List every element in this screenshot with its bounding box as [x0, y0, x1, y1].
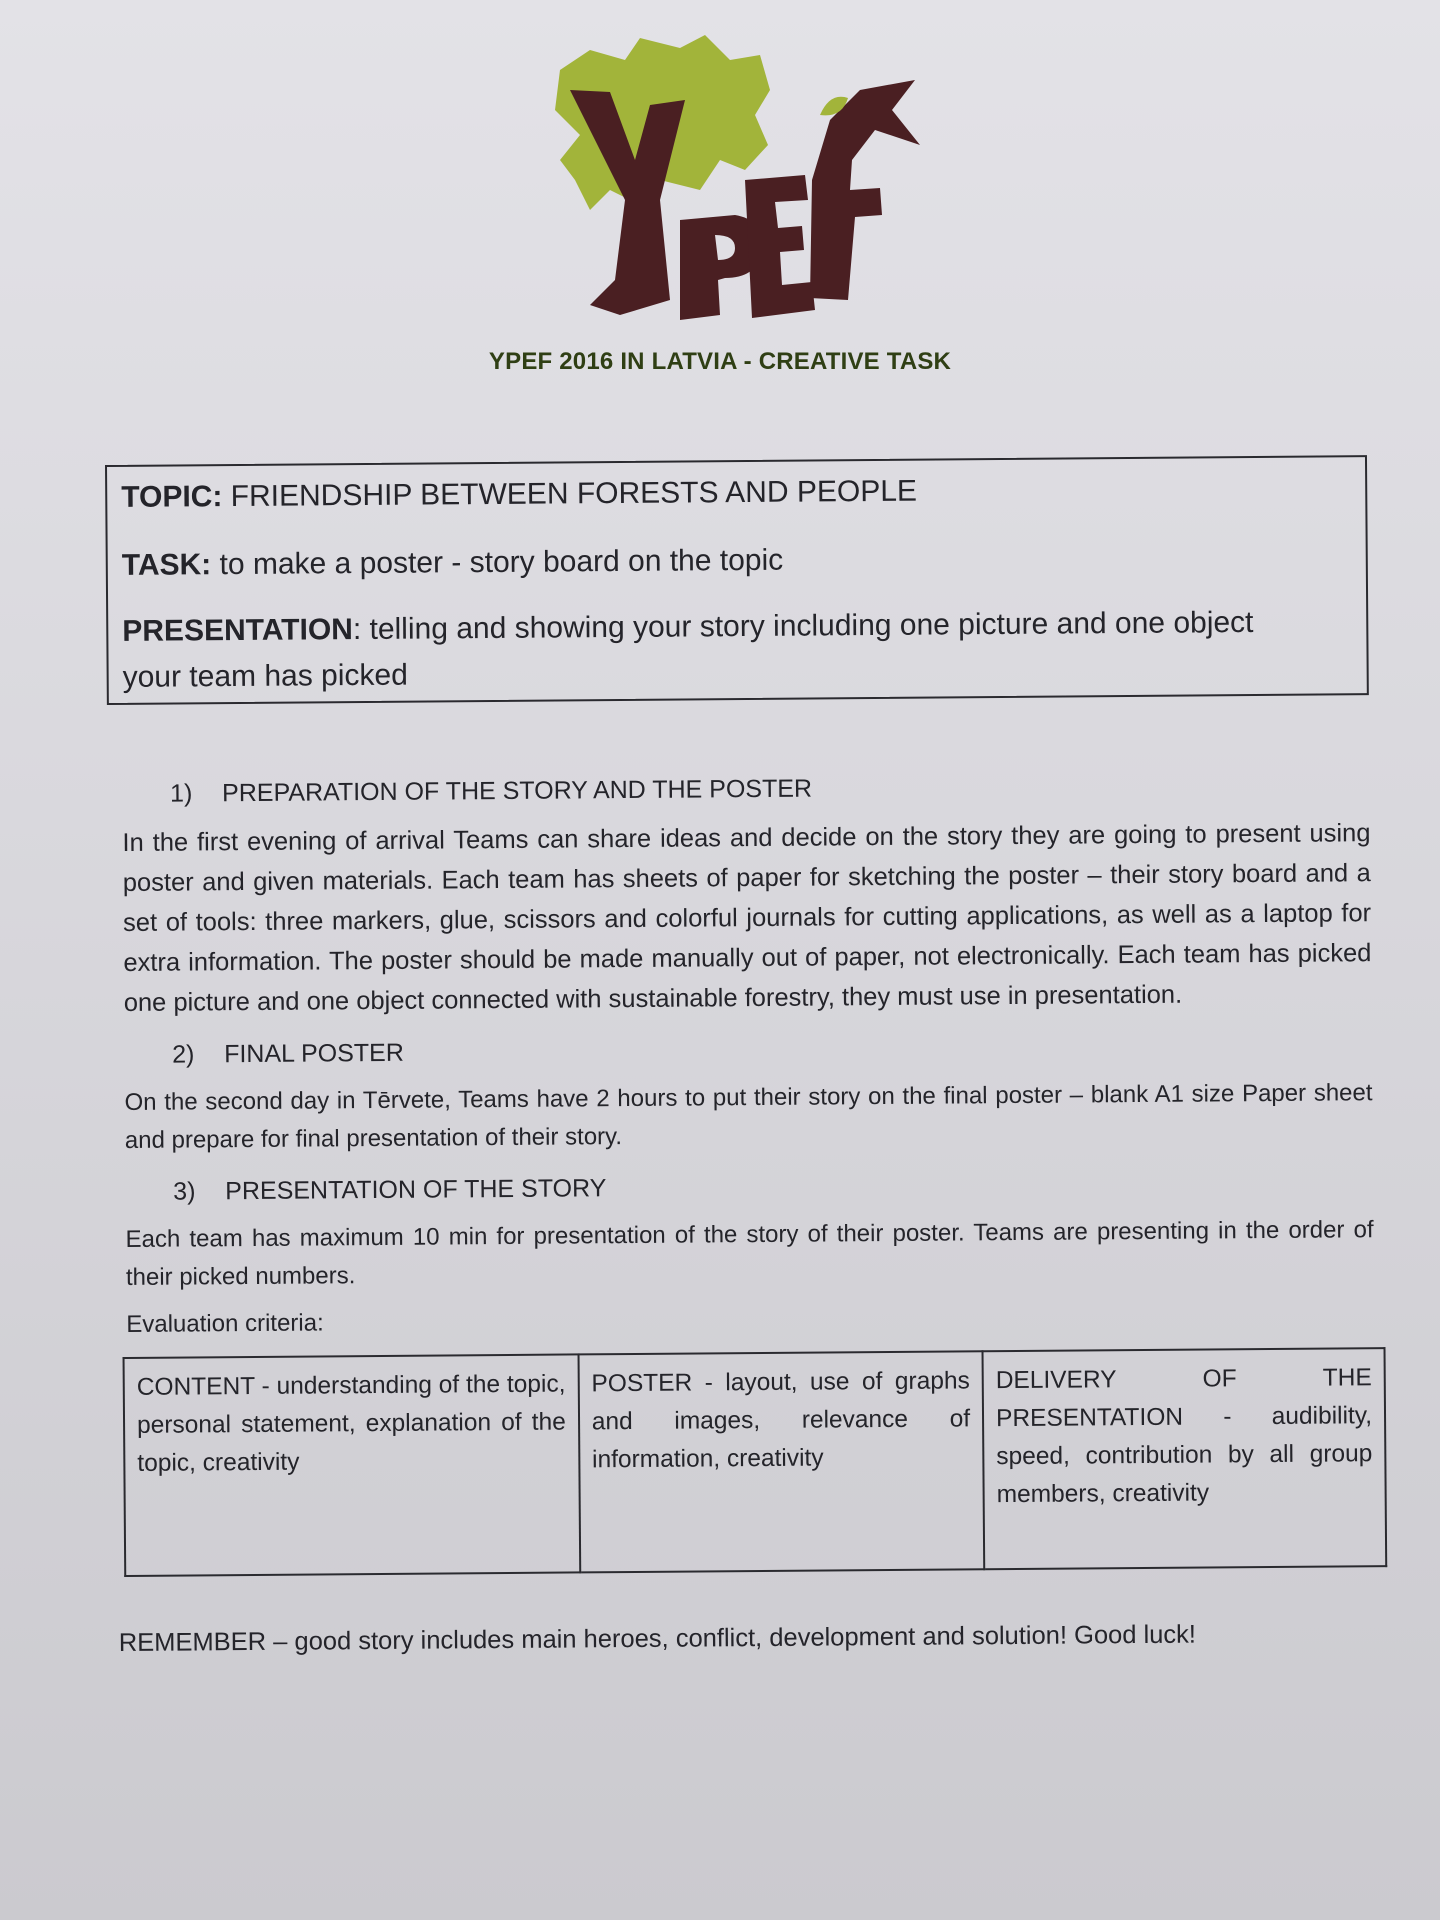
section-heading-preparation — [170, 770, 1370, 808]
criteria-poster-cell: POSTER - layout, use of graphs and images, relevance of information, creativity — [578, 1351, 984, 1572]
topic-box — [105, 455, 1369, 705]
remember-note: REMEMBER – good story includes main heroes, conflict, development and solution! Good luck! — [118, 1620, 1197, 1658]
criteria-content-cell: CONTENT - understanding of the topic, personal statement, explanation of the topic, creativity — [124, 1354, 580, 1576]
logo-letter-e — [745, 175, 815, 318]
ypef-logo — [530, 30, 930, 330]
document-body — [118, 770, 1377, 1658]
section-number: 2) — [172, 1040, 195, 1069]
presentation-text: : telling and showing your story including one picture and one object — [352, 605, 1254, 647]
topic-label: TOPIC: — [121, 480, 223, 514]
topic-line — [121, 475, 917, 515]
section-body-preparation: In the first evening of arrival Teams can share ideas and decide on the story they are going to present using poster and given materials. Each team has sheets of paper for sketching the poster – their story board and a set of tools: three markers, glue, scissors and colorful journals for cutting applications, as well as a laptop for extra information. The poster should be made manually out of paper, not electronically. Each team has picked one picture and one object connected with sustainable forestry, they must use in presentation. — [122, 819, 1372, 1017]
presentation-line — [122, 606, 1253, 649]
criteria-delivery-cell: DELIVERY OF THE PRESENTATION - audibility, speed, contribution by all group members, creativity — [983, 1348, 1387, 1569]
task-text: to make a poster - story board on the topic — [219, 543, 784, 582]
document-title: YPEF 2016 IN LATVIA - CREATIVE TASK — [488, 348, 952, 375]
presentation-label: PRESENTATION — [122, 613, 354, 648]
section-number: 1) — [169, 779, 193, 808]
section-title: FINAL POSTER — [224, 1038, 404, 1069]
section-title: PRESENTATION OF THE STORY — [225, 1174, 607, 1206]
table-row — [124, 1348, 1387, 1576]
topic-text: FRIENDSHIP BETWEEN FORESTS AND PEOPLE — [230, 474, 918, 514]
presentation-line-continued: your team has picked — [122, 658, 408, 694]
section-body-presentation: Each team has maximum 10 min for presentation of the story of their poster. Teams are presenting in the order of their picked numbers. — [125, 1216, 1374, 1291]
section-number: 3) — [173, 1177, 196, 1206]
section-heading-final-poster — [172, 1031, 1372, 1069]
evaluation-table — [123, 1347, 1388, 1577]
evaluation-label: Evaluation criteria: — [126, 1309, 324, 1338]
task-label: TASK: — [121, 548, 212, 582]
task-line — [122, 544, 784, 583]
section-title: PREPARATION OF THE STORY AND THE POSTER — [221, 774, 813, 808]
section-body-final-poster: On the second day in Tērvete, Teams have 2 hours to put their story on the final poster – blank A1 size Paper sheet and prepare for final presentation of their story. — [124, 1079, 1373, 1154]
section-heading-presentation — [173, 1168, 1373, 1206]
